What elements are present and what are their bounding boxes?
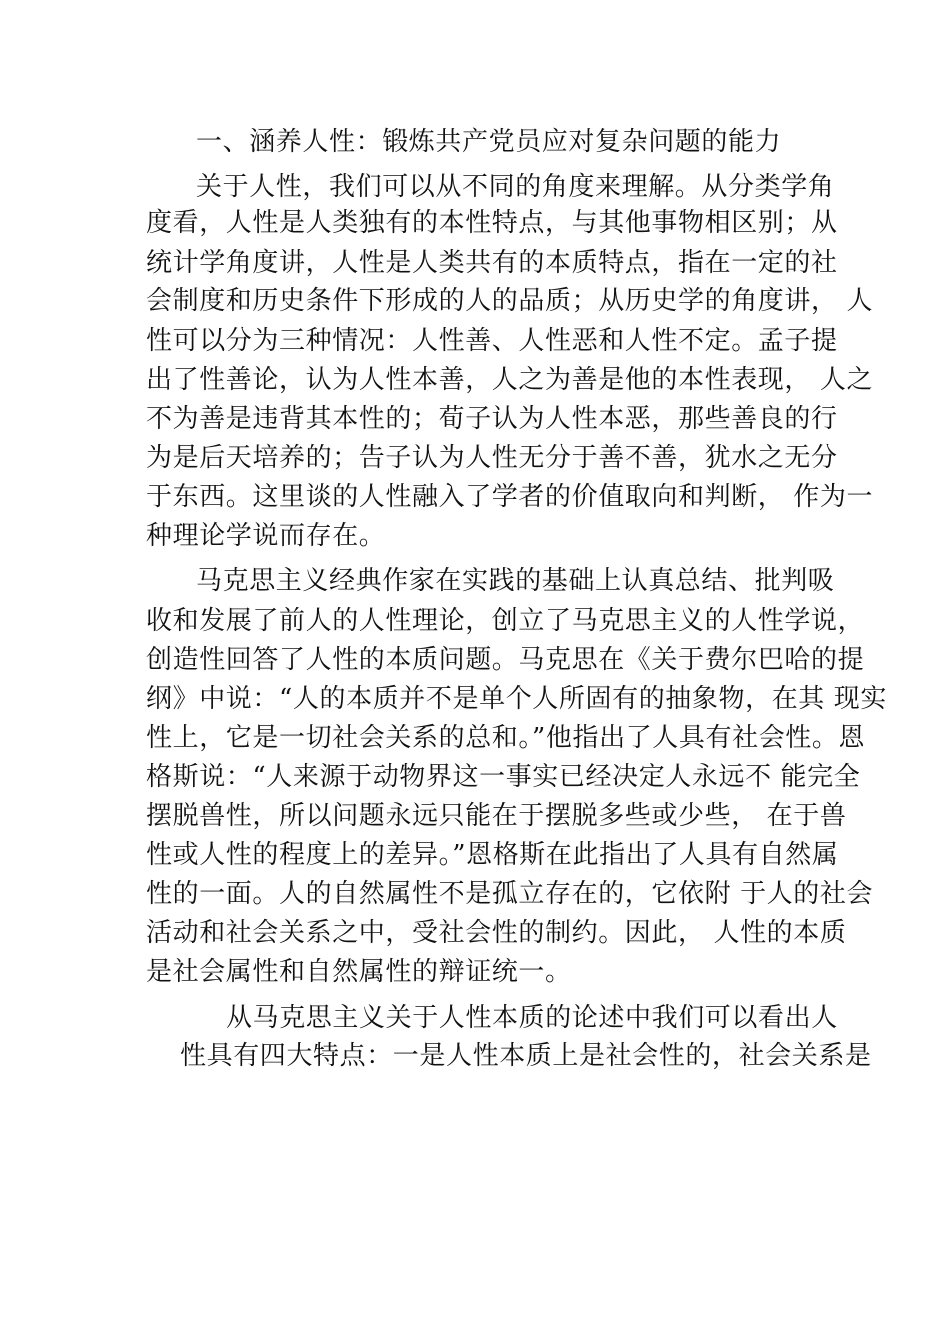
paragraph-1-line-4: 会制度和历史条件下形成的人的品质；从历史学的角度讲， 人 bbox=[146, 286, 874, 316]
paragraph-2-line-1: 马克思主义经典作家在实践的基础上认真总结、批判吸 bbox=[196, 566, 835, 596]
paragraph-2-line-10: 活动和社会关系之中，受社会性的制约。因此， 人性的本质 bbox=[146, 918, 847, 948]
paragraph-2-line-4: 纲》中说：“人的本质并不是单个人所固有的抽象物，在其 现实 bbox=[146, 684, 887, 714]
paragraph-3-line-2: 性具有四大特点：一是人性本质上是社会性的，社会关系是 bbox=[180, 1041, 872, 1071]
paragraph-2-line-8: 性或人性的程度上的差异。”恩格斯在此指出了人具有自然属 bbox=[146, 840, 839, 870]
paragraph-2-line-7: 摆脱兽性，所以问题永远只能在于摆脱多些或少些， 在于兽 bbox=[146, 801, 847, 831]
paragraph-2-line-2: 收和发展了前人的人性理论，创立了马克思主义的人性学说， bbox=[146, 606, 865, 636]
paragraph-1-line-6: 出了性善论，认为人性本善，人之为善是他的本性表现， 人之 bbox=[146, 365, 874, 395]
paragraph-1-line-5: 性可以分为三种情况：人性善、人性恶和人性不定。孟子提 bbox=[146, 326, 838, 356]
paragraph-1-line-3: 统计学角度讲，人性是人类共有的本质特点，指在一定的社 bbox=[146, 248, 838, 278]
paragraph-2-line-6: 格斯说：“人来源于动物界这一事实已经决定人永远不 能完全 bbox=[146, 762, 861, 792]
section-heading: 一、涵养人性：锻炼共产党员应对复杂问题的能力 bbox=[196, 127, 782, 157]
paragraph-1-line-9: 于东西。这里谈的人性融入了学者的价值取向和判断， 作为一 bbox=[146, 482, 874, 512]
paragraph-1-line-8: 为是后天培养的；告子认为人性无分于善不善，犹水之无分 bbox=[146, 443, 838, 473]
paragraph-2-line-11: 是社会属性和自然属性的辩证统一。 bbox=[146, 957, 572, 987]
paragraph-1-line-1: 关于人性，我们可以从不同的角度来理解。从分类学角 bbox=[196, 172, 835, 202]
paragraph-2-line-3: 创造性回答了人性的本质问题。马克思在《关于费尔巴哈的提 bbox=[146, 645, 865, 675]
paragraph-3-line-1: 从马克思主义关于人性本质的论述中我们可以看出人 bbox=[226, 1003, 838, 1033]
paragraph-2-line-5: 性上，它是一切社会关系的总和。”他指出了人具有社会性。恩 bbox=[146, 723, 866, 753]
paragraph-1-line-2: 度看，人性是人类独有的本性特点，与其他事物相区别；从 bbox=[146, 208, 838, 238]
paragraph-1-line-10: 种理论学说而存在。 bbox=[146, 521, 386, 551]
paragraph-1-line-7: 不为善是违背其本性的；荀子认为人性本恶，那些善良的行 bbox=[146, 404, 838, 434]
paragraph-2-line-9: 性的一面。人的自然属性不是孤立存在的，它依附 于人的社会 bbox=[146, 879, 874, 909]
